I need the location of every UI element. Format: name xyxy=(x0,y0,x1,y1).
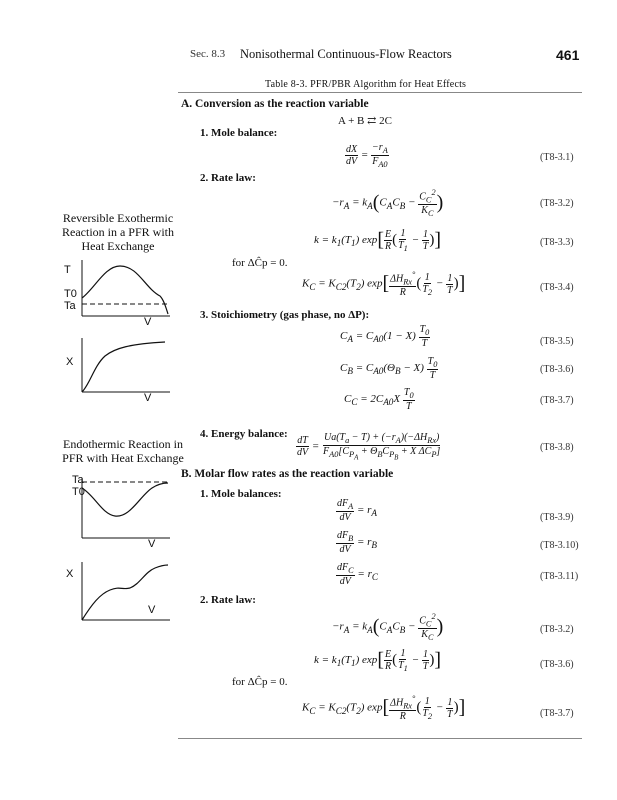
temperature-curve xyxy=(82,483,168,516)
plot2-y-label: X xyxy=(66,356,74,368)
eq-mole-balance-fc: $\frac{dF_C}{dV}$ = $r_C$ xyxy=(337,562,378,587)
b-mole-balances-label: 1. Mole balances: xyxy=(200,488,282,500)
plot1-x-label: V xyxy=(144,316,152,328)
chapter-title: Nonisothermal Continuous-Flow Reactors xyxy=(240,47,452,61)
plot4-x-label: V xyxy=(148,604,156,616)
plot-conversion-endothermic-svg xyxy=(60,560,180,630)
plot-conversion-exothermic-svg xyxy=(60,336,180,406)
eq-number-7: (T8-3.7) xyxy=(540,395,574,406)
eq-number-5: (T8-3.5) xyxy=(540,336,574,347)
eq-arrhenius: $k = k_1(T_1)$ exp[ $\frac{E}{R}$ ( $\frac{1}{T_1}$ − $\frac{1}{T}$ )] xyxy=(314,228,441,253)
plot-temperature-endothermic xyxy=(60,474,180,554)
eq-number-14: (T8-3.7) xyxy=(540,708,574,719)
a-rate-law-label: 2. Rate law: xyxy=(200,172,256,184)
section-label: Sec. 8.3 xyxy=(190,48,226,60)
page-number: 461 xyxy=(556,47,580,63)
eq-energy-balance: $\frac{dT}{dV}$ = $\frac{Ua(T_a - T) + (-r_A)(-\Delta H_{Rx})}{F_{A0}[C_{P_A} + \Theta_BC_{P_B} + X \Delta C_P]}$ xyxy=(297,432,441,462)
b-rate-law-label: 2. Rate law: xyxy=(200,594,256,606)
a-stoichiometry-label: 3. Stoichiometry (gas phase, no ΔP): xyxy=(200,309,370,321)
plot1-y-label: T xyxy=(64,264,71,276)
eq-number-4: (T8-3.4) xyxy=(540,282,574,293)
plot-conversion-exothermic xyxy=(60,336,180,406)
plot3-t0-label: T0 xyxy=(72,486,85,498)
a-for-dcp: for ΔĈp = 0. xyxy=(232,257,288,269)
eq-conc-c: $C_C = 2C_{A0}X$ $\frac{T_0}{T}$ xyxy=(344,387,414,412)
eq-conc-b: $C_B = C_{A0}(\Theta_B - X)$ $\frac{T_0}{T}$ xyxy=(340,356,438,381)
temperature-curve xyxy=(82,266,168,314)
eq-number-1: (T8-3.1) xyxy=(540,152,574,163)
reaction-equation: A + B ⇄ 2C xyxy=(338,115,392,127)
eq-number-10: (T8-3.10) xyxy=(540,540,579,551)
a-mole-balance-label: 1. Mole balance: xyxy=(200,127,278,139)
eq-equilibrium-constant: $K_C = K_{C2}(T_2)$ exp[ $\frac{\Delta H_{Rx}^\circ}{R}$ ( $\frac{1}{T_2}$ − $\frac{1}{T}$ )] xyxy=(302,270,466,299)
sidebar-caption-exothermic: Reversible Exothermic Reaction in a PFR with Heat Exchange xyxy=(62,211,174,253)
eq-mole-balance-x: $\frac{dX}{dV}$ = $\frac{-r_A}{F_{A0}}$ xyxy=(346,142,388,169)
plot-temperature-exothermic xyxy=(60,258,180,328)
eq-number-12: (T8-3.2) xyxy=(540,624,574,635)
table-title: Table 8-3. PFR/PBR Algorithm for Heat Effects xyxy=(265,79,467,90)
sidebar-caption-endothermic: Endothermic Reaction in PFR with Heat Exchange xyxy=(62,437,184,465)
a-energy-balance-label: 4. Energy balance: xyxy=(200,428,288,440)
eq-rate-law: $-r_A = k_A(C_AC_B$ − $\frac{C_C^2}{K_C}$ ) xyxy=(332,188,444,219)
eq-arrhenius-b: $k = k_1(T_1)$ exp[ $\frac{E}{R}$ ( $\frac{1}{T_1}$ − $\frac{1}{T}$ )] xyxy=(314,648,441,673)
eq-number-13: (T8-3.6) xyxy=(540,659,574,670)
plot3-x-label: V xyxy=(148,538,156,550)
eq-number-2: (T8-3.2) xyxy=(540,198,574,209)
plot1-t0-label: T0 xyxy=(64,288,77,300)
eq-mole-balance-fa: $\frac{dF_A}{dV}$ = $r_A$ xyxy=(337,498,378,523)
eq-number-3: (T8-3.3) xyxy=(540,237,574,248)
part-b-heading: B. Molar flow rates as the reaction variable xyxy=(181,468,394,480)
plot3-ta-label: Ta xyxy=(72,474,84,486)
eq-rate-law-b: $-r_A = k_A(C_AC_B$ − $\frac{C_C^2}{K_C}$ ) xyxy=(332,612,444,643)
eq-number-11: (T8-3.11) xyxy=(540,571,579,582)
plot-conversion-endothermic xyxy=(60,560,180,630)
eq-number-8: (T8-3.8) xyxy=(540,442,574,453)
plot1-ta-label: Ta xyxy=(64,300,76,312)
eq-mole-balance-fb: $\frac{dF_B}{dV}$ = $r_B$ xyxy=(337,530,378,555)
eq-conc-a: $C_A = C_{A0}(1 - X)$ $\frac{T_0}{T}$ xyxy=(340,324,430,349)
plot2-x-label: V xyxy=(144,392,152,404)
conversion-curve xyxy=(82,342,165,392)
plot-temperature-exothermic-svg xyxy=(60,258,180,328)
plot4-y-label: X xyxy=(66,568,74,580)
eq-number-6: (T8-3.6) xyxy=(540,364,574,375)
b-for-dcp: for ΔĈp = 0. xyxy=(232,676,288,688)
table-top-rule xyxy=(178,92,582,93)
eq-equilibrium-constant-b: $K_C = K_{C2}(T_2)$ exp[ $\frac{\Delta H_{Rx}^\circ}{R}$ ( $\frac{1}{T_2}$ − $\frac{1}{T}$ )] xyxy=(302,694,466,723)
table-bottom-rule xyxy=(178,738,582,739)
eq-number-9: (T8-3.9) xyxy=(540,512,574,523)
part-a-heading: A. Conversion as the reaction variable xyxy=(181,98,369,110)
